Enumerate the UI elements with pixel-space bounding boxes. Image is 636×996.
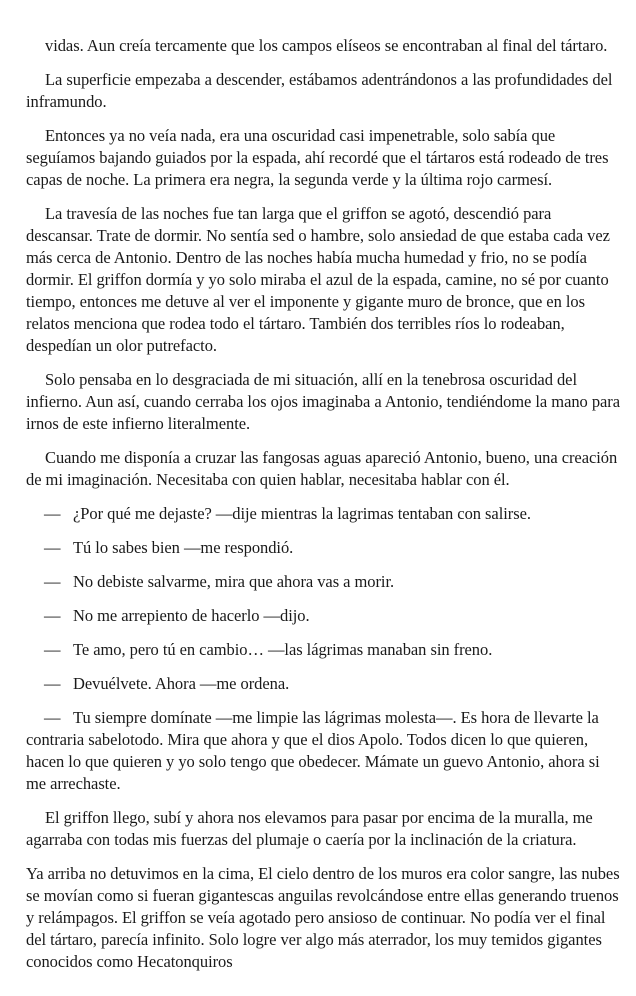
dialogue-text: ¿Por qué me dejaste? —dije mientras la lagrimas tentaban con salirse. (73, 504, 531, 523)
paragraph: La travesía de las noches fue tan larga que el griffon se agotó, descendió para descansar. Trate de dormir. No sentía sed o hambre, solo ansiedad de que estaba cada vez más cerca de Antonio. Dentro de las noches había mucha humedad y frio, no se podía dormir. El griffon dormía y yo solo miraba el azul de la espada, camine, no sé por cuanto tiempo, entonces me detuve al ver el imponente y gigante muro de bronce, que en los relatos menciona que rodea todo el tártaro. También dos terribles ríos lo rodeaban, despedían un olor putrefacto. (26, 204, 610, 355)
dialogue-dash: — (44, 504, 61, 523)
dialogue-text: Tu siempre domínate —me limpie las lágrimas molesta—. Es hora de llevarte la contraria sabelotodo. Mira que ahora y que el dios Apolo. Todos dicen lo que quieren, hacen lo que quieren y yo solo tengo que obedecer. Mámate un guevo Antonio, ahora si me arrechaste. (26, 708, 600, 793)
dialogue-line (26, 503, 622, 525)
dialogue-dash: — (44, 640, 61, 659)
dialogue-dash: — (44, 674, 61, 693)
dialogue-line (26, 639, 622, 661)
dialogue-text: Tú lo sabes bien —me respondió. (73, 538, 294, 557)
dialogue-line (26, 707, 622, 795)
dialogue-dash: — (44, 708, 61, 727)
paragraph: Cuando me disponía a cruzar las fangosas aguas apareció Antonio, bueno, una creación de mi imaginación. Necesitaba con quien hablar, necesitaba hablar con él. (26, 448, 618, 489)
dialogue-text: No me arrepiento de hacerlo —dijo. (73, 606, 310, 625)
dialogue-dash: — (44, 538, 61, 557)
dialogue-text: Te amo, pero tú en cambio… —las lágrimas manaban sin freno. (73, 640, 493, 659)
paragraph: Entonces ya no veía nada, era una oscuridad casi impenetrable, solo sabía que seguíamos bajando guiados por la espada, ahí recordé que el tártaros está rodeado de tres capas de noche. La primera era negra, la segunda verde y la última rojo carmesí. (26, 126, 609, 189)
paragraph: La superficie empezaba a descender, estábamos adentrándonos a las profundidades del inframundo. (26, 70, 613, 111)
paragraph: Ya arriba no detuvimos en la cima, El cielo dentro de los muros era color sangre, las nubes se movían como si fueran gigantescas anguilas revolcándose entre ellas generando truenos y relámpagos. El griffon se veía agotado pero ansioso de continuar. No podía ver el final del tártaro, parecía infinito. Solo logre ver algo más aterrador, los muy temidos gigantes conocidos como Hecatonquiros (26, 864, 620, 971)
dialogue-line (26, 571, 622, 593)
dialogue-line (26, 673, 622, 695)
dialogue-line (26, 605, 622, 627)
dialogue-text: No debiste salvarme, mira que ahora vas a morir. (73, 572, 395, 591)
dialogue-dash: — (44, 606, 61, 625)
paragraph: vidas. Aun creía tercamente que los campos elíseos se encontraban al final del tártaro. (45, 36, 608, 55)
paragraph: Solo pensaba en lo desgraciada de mi situación, allí en la tenebrosa oscuridad del infierno. Aun así, cuando cerraba los ojos imaginaba a Antonio, tendiéndome la mano para irnos de este infierno literalmente. (26, 370, 621, 433)
dialogue-text: Devuélvete. Ahora —me ordena. (73, 674, 290, 693)
paragraph: El griffon llego, subí y ahora nos elevamos para pasar por encima de la muralla, me agarraba con todas mis fuerzas del plumaje o caería por la inclinación de la criatura. (26, 808, 593, 849)
dialogue-dash: — (44, 572, 61, 591)
dialogue-line (26, 537, 622, 559)
